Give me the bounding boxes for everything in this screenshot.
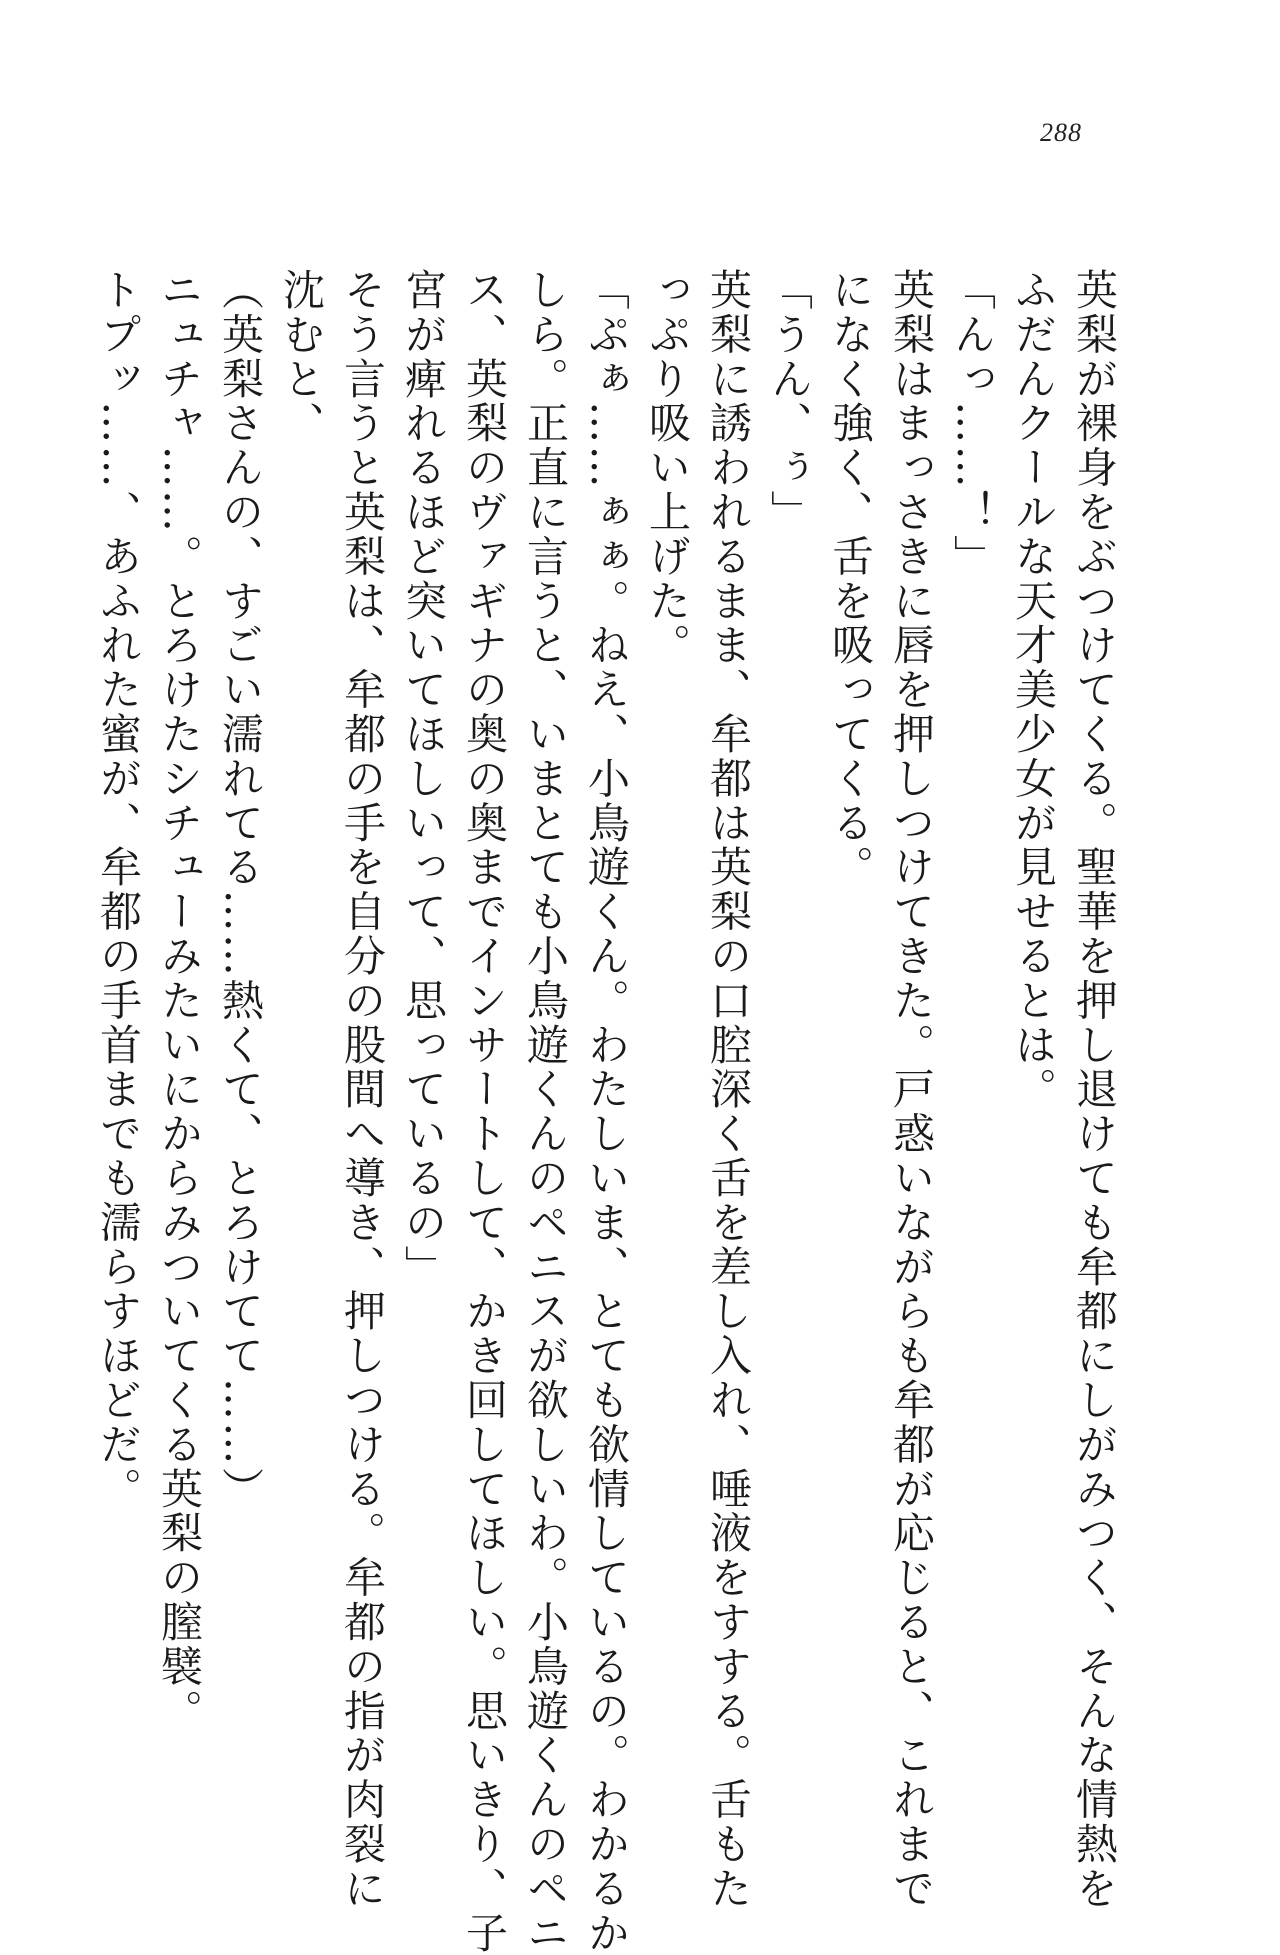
text-line: しら。正直に言うと、いまとても小鳥遊くんのペニスが欲しいわ。小鳥遊くんのペニ: [521, 268, 570, 1955]
text-line: 沈むと、: [277, 268, 326, 446]
text-line: ふだんクールな天才美少女が見せるとは。: [1009, 268, 1058, 1112]
text-line: そう言うと英梨は、牟都の手を自分の股間へ導き、押しつける。牟都の指が肉裂に: [338, 268, 387, 1911]
text-line: 英梨はまっさきに唇を押しつけてきた。戸惑いながらも牟都が応じると、これまで: [887, 268, 936, 1911]
text-line: 英梨に誘われるまま、牟都は英梨の口腔深く舌を差し入れ、唾液をすする。舌もた: [704, 268, 753, 1911]
text-line: ニュチャ……。とろけたシチューみたいにからみついてくる英梨の膣襞。: [155, 268, 204, 1734]
text-line: 「んっ……！」: [948, 268, 997, 579]
text-line: ス、英梨のヴァギナの奥の奥までインサートして、かき回してほしい。思いきり、子: [460, 268, 509, 1955]
page-number: 288: [1040, 118, 1082, 147]
text-line: 宮が痺れるほど突いてほしいって、思っているの」: [399, 268, 448, 1290]
text-line: 「ぷぁ……ぁぁ。ねえ、小鳥遊くん。わたしいま、とても欲情しているの。わかるか: [582, 268, 631, 1955]
text-line: 英梨が裸身をぶつけてくる。聖華を押し退けても牟都にしがみつく、そんな情熱を: [1070, 268, 1119, 1911]
text-line: になく強く、舌を吸ってくる。: [826, 268, 875, 890]
text-line: 「うん、ぅ」: [765, 268, 814, 535]
body-text: [88, 268, 1125, 1955]
text-line: っぷり吸い上げた。: [643, 268, 692, 668]
text-line: トプッ……、あふれた蜜が、牟都の手首までも濡らすほどだ。: [94, 268, 143, 1512]
text-line: （英梨さんの、すごい濡れてる……熱くて、とろけてて……）: [216, 268, 265, 1512]
